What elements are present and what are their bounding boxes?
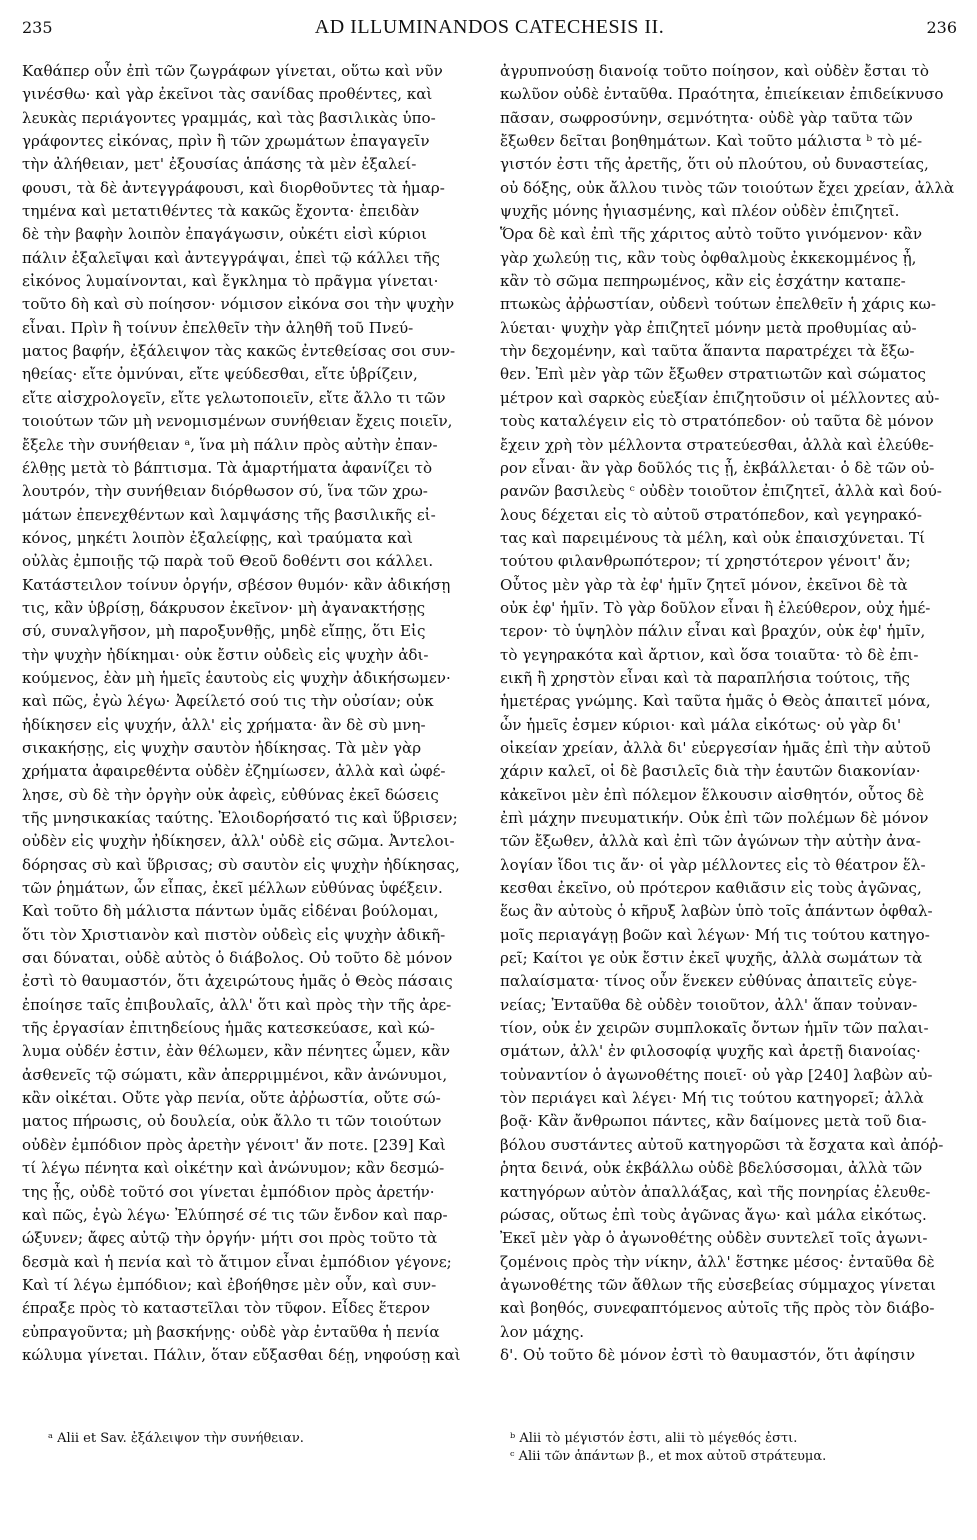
- text-line: εἶναι. Πρὶν ἢ τοίνυν ἐπελθεῖν τὴν ἀληθῆ τοῦ Πνεύ-: [22, 318, 414, 337]
- text-line: ἠδίκησεν εἰς ψυχήν, ἀλλ' εἰς χρήματα· ἂν δὲ σὺ μνη-: [22, 715, 426, 734]
- text-line: οὐδὲν ἐμπόδιον πρὸς ἀρετὴν γένοιτ' ἄν ποτε. [239] Καὶ: [22, 1135, 446, 1154]
- text-line: πτωκὼς ἀῤῥωστίαν, οὐδενὶ τούτων ἐπελθεῖν ἡ χάρις κω-: [500, 295, 936, 314]
- text-line: πάλιν ἐξαλεῖψαι καὶ ἀντεγγράψαι, ἐπεὶ τῷ κάλλει τῆς: [22, 248, 440, 267]
- text-line: τερον· τὸ ὑψηλὸν πάλιν εἶναι καὶ βραχύν, οὐκ ἐφ' ἡμῖν,: [500, 622, 926, 641]
- text-line: λυμα οὐδέν ἐστιν, ἐὰν θέλωμεν, κἂν πένητες ὦμεν, κἂν: [22, 1042, 451, 1061]
- text-line: ἀγρυπνούσῃ διανοίᾳ τοῦτο ποίησον, καὶ οὐδὲν ἔσται τὸ: [500, 62, 929, 80]
- footnotes-right: [510, 1430, 826, 1466]
- text-line: εὐπραγοῦντα; μὴ βασκήνῃς· οὐδὲ γὰρ ἐνταῦθα ἡ πενία: [22, 1322, 440, 1341]
- text-line: γράφοντες εἰκόνας, πρὶν ἢ τῶν χρωμάτων ἐπαγαγεῖν: [22, 132, 430, 151]
- text-line: καὶ πῶς, ἐγὼ λέγω· Ἐλύπησέ σέ τις τῶν ἔνδον καὶ παρ-: [22, 1205, 448, 1224]
- text-line: κωλῦον οὐδὲ ἐνταῦθα. Πραότητα, ἐπιείκειαν ἐπιδείκνυσο: [500, 85, 944, 104]
- text-line: Καὶ τί λέγω ἐμπόδιον; καὶ ἐβοήθησε μὲν οὖν, καὶ συν-: [22, 1275, 437, 1294]
- text-line: ἕως ἂν αὐτοὺς ὁ κῆρυξ λαβὼν ὑπὸ τοῖς ἁπάντων ὀφθαλ-: [500, 902, 933, 921]
- text-line: ἡμετέρας γνώμης. Καὶ ταῦτα ἡμᾶς ὁ Θεὸς ἀπαιτεῖ μόνα,: [500, 692, 931, 711]
- text-line: ἀσθενεῖς τῷ σώματι, κἂν ἀπερριμμένοι, κἂν ἀνώνυμοι,: [22, 1065, 448, 1084]
- text-line: οὐ δόξης, οὐκ ἄλλου τινὸς τῶν τοιούτων ἔχει χρείαν, ἀλλὰ: [500, 178, 955, 197]
- text-line: σαι δύναται, οὐδὲ αὐτὸς ὁ διάβολος. Οὐ τοῦτο δὲ μόνον: [22, 949, 453, 968]
- text-line: γινέσθω· καὶ γὰρ ἐκεῖνοι τὰς σανίδας προθέντες, καὶ: [22, 85, 433, 104]
- text-line: Κατάστειλον τοίνυν ὀργήν, σβέσον θυμόν· κἂν ἀδικήσῃ: [22, 575, 451, 594]
- text-line: ἔχειν χρὴ τὸν μέλλοντα στρατεύεσθαι, ἀλλὰ καὶ ἐλεύθε-: [500, 435, 934, 454]
- text-line: έπραξε πρὸς τὸ καταστεῖλαι τὸν τῦφον. Εἶδες ἕτερον: [22, 1299, 431, 1318]
- text-line: κἂν τὸ σῶμα πεπηρωμένος, κἂν εἰς ἐσχάτην καταπε-: [500, 272, 906, 291]
- text-line: λουτρόν, τὴν συνήθειαν διόρθωσον σύ, ἵνα τῶν χρω-: [22, 482, 428, 501]
- text-line: οὐκ ἐφ' ἡμῖν. Τὸ γὰρ δοῦλον εἶναι ἢ ἐλεύθερον, οὐχ ἡμέ-: [500, 598, 931, 617]
- text-line: τῆς μνησικακίας ταύτης. Ἐλοιδορήσατό τις καὶ ὕβρισεν;: [22, 809, 458, 827]
- text-line: εικῆ ἢ χρηστὸν εἶναι καὶ τὰ παραπλήσια τούτοις, τῆς: [500, 668, 910, 687]
- text-line: κούμενος, ἐὰν μὴ ἡμεῖς ἑαυτοὺς εἰς ψυχὴν ἀδικήσωμεν·: [22, 668, 451, 687]
- text-line: τις, κἂν ὑβρίσῃ, δάκρυσον ἐκεῖνον· μὴ ἀγανακτήσῃς: [22, 598, 426, 617]
- page-number-right: 236: [926, 18, 957, 37]
- text-line: λησε, σὺ δὲ τὴν ὀργὴν οὐκ ἀφεὶς, εὐθύνας ἐκεῖ δώσεις: [22, 785, 439, 804]
- text-line: χρήματα ἀφαιρεθέντα οὐδὲν ἐζημίωσεν, ἀλλὰ καὶ ὠφέ-: [22, 762, 446, 781]
- text-line: τὸν περιάγει καὶ λέγει· Μή τις τούτου κατηγορεῖ; ἀλλὰ: [500, 1089, 924, 1108]
- footnotes-left: [48, 1430, 304, 1448]
- text-line: της ᾖς, οὐδὲ τοῦτό σοι γίνεται ἐμπόδιον πρὸς ἀρετήν·: [22, 1182, 435, 1201]
- text-line: τί λέγω πένητα καὶ οἰκέτην καὶ ἀνώνυμον; κἂν δεσμώ-: [22, 1159, 445, 1178]
- text-line: μοῖς περιαγάγῃ βοῶν καὶ λέγων· Μή τις τούτου κατηγο-: [500, 925, 930, 944]
- text-line: ἐποίησε ταῖς ἐπιβουλαῖς, ἀλλ' ὅτι καὶ πρὸς τὴν τῆς ἀρε-: [22, 995, 452, 1014]
- right-text-column: [500, 60, 958, 1367]
- running-header: [22, 14, 957, 44]
- text-line: ὧν ἡμεῖς ἐσμεν κύριοι· καὶ μάλα εἰκότως· οὐ γὰρ δι': [500, 715, 902, 734]
- text-line: τοῦτο δὴ καὶ σὺ ποίησον· νόμισον εἰκόνα σοι τὴν ψυχὴν: [22, 295, 455, 314]
- text-line: κατηγόρων αὐτὸν ἀπαλλάξας, καὶ τῆς πονηρίας ἐλευθε-: [500, 1182, 931, 1201]
- text-line: δεσμὰ καὶ ἡ πενία καὶ τὸ ἄτιμον εἶναι ἐμπόδιον γέγονε;: [22, 1252, 452, 1271]
- text-line: οὐδὲν εἰς ψυχὴν ἠδίκησεν, ἀλλ' οὐδὲ εἰς σῶμα. Ἀντελοι-: [22, 832, 455, 851]
- text-line: εἴτε αἰσχρολογεῖν, εἴτε γελωτοποιεῖν, εἴτε ἄλλο τι τῶν: [22, 388, 446, 407]
- text-line: ἀγωνοθέτης τῶν ἄθλων τῆς εὐσεβείας σύμμαχος γίνεται: [500, 1275, 936, 1294]
- text-line: Ὅρα δὲ καὶ ἐπὶ τῆς χάριτος αὐτὸ τοῦτο γινόμενον· κἂν: [500, 225, 923, 244]
- text-line: ἐπὶ μάχην πνευματικήν. Οὐκ ἐπὶ τῶν πολέμων δὲ μόνον: [500, 809, 929, 827]
- text-line: κόνος, μηκέτι λοιπὸν ἐξαλείφῃς, καὶ τραύματα καὶ: [22, 528, 413, 547]
- text-line: λύεται· ψυχὴν γὰρ ἐπιζητεῖ μόνην μετὰ προθυμίας αὐ-: [500, 318, 917, 337]
- text-line: τῶν ἔξωθεν, ἀλλὰ καὶ ἐπὶ τῶν ἀγώνων τὴν αὐτὴν ἀνα-: [500, 832, 921, 851]
- text-line: θεν. Ἐπὶ μὲν γὰρ τῶν ἔξωθεν στρατιωτῶν καὶ σώματος: [500, 365, 926, 384]
- page-number-left: 235: [22, 18, 53, 37]
- text-line: ζομένοις πρὸς τὴν νίκην, ἀλλ' ἕστηκε μέσος· ἐνταῦθα δὲ: [500, 1252, 935, 1271]
- text-line: εἰκόνος λυμαίνονται, καὶ ἔγκλημα τὸ πρᾶγμα γίνεται·: [22, 272, 439, 291]
- text-line: λους δέχεται εἰς τὸ αὐτοῦ στρατόπεδον, καὶ γεγηρακό-: [500, 505, 922, 524]
- footnote: ᵃ Alii et Sav. ἐξάλειψον τὴν συνήθειαν.: [48, 1431, 304, 1446]
- text-line: μάτων ἐπενεχθέντων καὶ λαμψάσης τῆς βασιλικῆς εἰ-: [22, 505, 436, 524]
- text-line: κώλυμα γίνεται. Πάλιν, ὅταν εὔξασθαι δέῃ, νηφούσῃ καὶ: [22, 1345, 461, 1364]
- footnote: ᵇ Alii τὸ μέγιστόν ἐστι, alii τὸ μέγεθός ἐστι.: [510, 1431, 798, 1446]
- text-line: κἂν οἰκέται. Οὔτε γὰρ πενία, οὔτε ἀῤῥωστία, οὔτε σώ-: [22, 1089, 441, 1108]
- text-line: λευκὰς περιάγοντες γραμμάς, καὶ τὰς βασιλικὰς ὑπο-: [22, 108, 436, 127]
- text-line: ρεῖ; Καίτοι γε οὐκ ἔστιν ἐκεῖ ψυχῆς, ἀλλὰ σωμάτων τὰ: [500, 949, 923, 968]
- text-line: τας καὶ παρειμένους τὰ μέλη, καὶ οὐκ ἐπαισχύνεται. Τί: [500, 528, 925, 547]
- text-line: τοὐναντίον ὁ ἀγωνοθέτης ποιεῖ· οὐ γὰρ [240] λαβὼν αὐ-: [500, 1065, 933, 1084]
- text-line: ἔξελε τὴν συνήθειαν ᵃ, ἵνα μὴ πάλιν πρὸς αὐτὴν ἐπαν-: [22, 435, 438, 454]
- text-line: Ἐκεῖ μὲν γὰρ ὁ ἀγωνοθέτης οὐδὲν συντελεῖ τοῖς ἀγωνι-: [500, 1229, 928, 1248]
- text-line: νείας; Ἐνταῦθα δὲ οὐδὲν τοιοῦτον, ἀλλ' ἅπαν τοὐναν-: [500, 995, 918, 1014]
- text-line: χάριν καλεῖ, οἱ δὲ βασιλεῖς διὰ τὴν ἑαυτῶν διακονίαν·: [500, 762, 921, 781]
- text-line: καὶ πῶς, ἐγὼ λέγω· Ἀφείλετό σού τις τὴν οὐσίαν; οὐκ: [22, 692, 434, 711]
- text-line: βοᾷ· Κἂν ἄνθρωποι πάντες, κἂν δαίμονες μετὰ τοῦ δια-: [500, 1112, 927, 1131]
- text-line: ματος πήρωσις, οὐ δουλεία, οὐκ ἄλλο τι τῶν τοιούτων: [22, 1112, 442, 1131]
- text-line: ὅτι τὸν Χριστιανὸν καὶ πιστὸν οὐδεὶς εἰς ψυχὴν ἀδικῆ-: [22, 925, 446, 944]
- text-line: οἰκείαν χρείαν, ἀλλὰ δι' εὐεργεσίαν ἡμᾶς ἐπὶ τὴν αὐτοῦ: [500, 738, 931, 757]
- text-line: Οὗτος μὲν γὰρ τὰ ἐφ' ἡμῖν ζητεῖ μόνον, ἐκεῖνοι δὲ τὰ: [500, 575, 908, 594]
- text-line: παλαίσματα· τίνος οὖν ἕνεκεν εὐθύνας ἀπαιτεῖς εὐγε-: [500, 972, 917, 991]
- text-line: έλθῃς μετὰ τὸ βάπτισμα. Τὰ ἁμαρτήματα ἀφανίζει τὸ: [22, 458, 433, 477]
- text-line: γιστόν ἐστι τῆς ἀρετῆς, ὅτι οὐ πλούτου, οὐ δυναστείας,: [500, 155, 929, 174]
- text-line: τὴν ἀλήθειαν, μετ' ἐξουσίας ἁπάσης τὰ μὲν ἐξαλεί-: [22, 155, 417, 174]
- text-line: καὶ βοηθός, συνεφαπτόμενος αὐτοῖς τῆς πρὸς τὸν διάβο-: [500, 1299, 935, 1318]
- text-line: κεσθαι ἐκεῖνο, οὐ πρότερον καθιᾶσιν εἰς τοὺς ἀγῶνας,: [500, 879, 922, 898]
- footnote: ᶜ Alii τῶν ἁπάντων β., et mox αὐτοῦ στράτευμα.: [510, 1449, 827, 1464]
- text-line: λογίαν ἴδοι τις ἄν· οἱ γὰρ μέλλοντες εἰς τὸ θέατρον ἕλ-: [500, 855, 926, 874]
- text-line: Καὶ τοῦτο δὴ μάλιστα πάντων ὑμᾶς εἰδέναι βούλομαι,: [22, 902, 439, 921]
- text-line: κἀκεῖνοι μὲν ἐπὶ πόλεμον ἕλκουσιν αἰσθητόν, οὗτος δὲ: [500, 785, 925, 804]
- text-line: τούτου φιλανθρωπότερον; τί χρηστότερον γένοιτ' ἄν;: [500, 552, 911, 571]
- text-line: τῶν ῥημάτων, ὧν εἶπας, ἐκεῖ μέλλων εὐθύνας ὑφέξειν.: [22, 879, 443, 898]
- text-line: τῆς ἐργασίαν ἐπιτηδείους ἡμᾶς κατεσκεύασε, καὶ κώ-: [22, 1019, 435, 1038]
- text-line: ρανῶν βασιλεὺς ᶜ οὐδὲν τοιοῦτον ἐπιζητεῖ, ἀλλὰ καὶ δού-: [500, 482, 942, 501]
- text-line: τὴν ψυχὴν ἠδίκημαι· οὐκ ἔστιν οὐδεὶς εἰς ψυχὴν ἀδι-: [22, 645, 429, 664]
- text-line: τημένα καὶ μετατιθέντες τὰ κακῶς ἔχοντα· ἐπειδὰν: [22, 202, 420, 221]
- text-line: μέτρον καὶ σαρκὸς εὐεξίαν ἐπιζητοῦσιν οἱ μέλλοντες αὐ-: [500, 388, 940, 407]
- text-line: πᾶσαν, σωφροσύνην, σεμνότητα· οὐδὲ γὰρ ταῦτα τῶν: [500, 108, 913, 127]
- text-line: ψυχῆς μόνης ἡγιασμένης, καὶ πλέον οὐδὲν ἐπιζητεῖ.: [500, 202, 900, 221]
- text-line: τοὺς καταλέγειν εἰς τὸ στρατόπεδον· οὐ ταῦτα δὲ μόνον: [500, 412, 934, 431]
- left-text-column: [22, 60, 480, 1367]
- text-line: τὸ γεγηρακότα καὶ ἄρτιον, καὶ ὅσα τοιαῦτα· τὸ δὲ ἐπι-: [500, 645, 919, 664]
- text-line: λον μάχης.: [500, 1322, 585, 1341]
- text-line: ματος βαφήν, ἐξάλειψον τὰς κακῶς ἐντεθείσας σοι συν-: [22, 342, 456, 361]
- text-line: δὲ τὴν βαφὴν λοιπὸν ἐπαγάγωσιν, οὐκέτι εἰσὶ κύριοι: [22, 225, 427, 244]
- text-line: ῥητα δεινά, οὐκ ἐκβάλλω οὐδὲ βδελύσσομαι, ἀλλὰ τῶν: [500, 1159, 923, 1178]
- text-line: φουσι, τὰ δὲ ἀντεγγράφουσι, καὶ διορθοῦντες τὰ ἡμαρ-: [22, 178, 445, 197]
- text-line: δ'. Οὐ τοῦτο δὲ μόνον ἐστὶ τὸ θαυμαστόν, ὅτι ἀφίησιν: [500, 1345, 916, 1364]
- running-title: AD ILLUMINANDOS CATECHESIS II.: [314, 16, 665, 38]
- text-line: σικακήσῃς, εἰς ψυχὴν σαυτὸν ἠδίκησας. Τὰ μὲν γὰρ: [22, 738, 422, 757]
- text-line: βόλου συστάντες αὐτοῦ κατηγορῶσι τὰ ἔσχατα καὶ ἀπόῤ-: [500, 1135, 944, 1154]
- text-line: σύ, συναλγῆσον, μὴ παροξυνθῇς, μηδὲ εἴπῃς, ὅτι Εἰς: [22, 622, 426, 641]
- text-line: ηθείας· εἴτε ὀμνύναι, εἴτε ψεύδεσθαι, εἴτε ὑβρίζειν,: [22, 365, 418, 384]
- text-line: τίον, οὐκ ἐν χειρῶν συμπλοκαῖς ὄντων ἡμῖν τῶν παλαι-: [500, 1019, 929, 1038]
- text-line: Καθάπερ οὖν ἐπὶ τῶν ζωγράφων γίνεται, οὕτω καὶ νῦν: [22, 62, 443, 80]
- text-line: ρώσας, οὕτως ἐπὶ τοὺς ἀγῶνας ἄγω· καὶ μάλα εἰκότως.: [500, 1205, 927, 1224]
- text-line: σμάτων, ἀλλ' ἐν φιλοσοφίᾳ ψυχῆς καὶ ἀρετῇ διανοίας·: [500, 1042, 921, 1061]
- text-line: ἔξωθεν δεῖται βοηθημάτων. Καὶ τοῦτο μάλιστα ᵇ τὸ μέ-: [500, 132, 923, 151]
- text-line: τοιούτων τῶν μὴ νενομισμένων συνήθειαν ἔχεις ποιεῖν,: [22, 412, 453, 431]
- text-line: ώξυνεν; ἄφες αὐτῷ τὴν ὀργήν· μήτι σοι πρὸς τοῦτο τὰ: [22, 1229, 438, 1248]
- text-line: ρον εἶναι· ἂν γὰρ δοῦλός τις ᾖ, ἐκβάλλεται· ὁ δὲ τῶν οὐ-: [500, 458, 935, 477]
- text-line: γὰρ χωλεύῃ τις, κἂν τοὺς ὀφθαλμοὺς ἐκκεκομμένος ᾖ,: [500, 248, 917, 267]
- text-line: τὴν δεχομένην, καὶ ταῦτα ἅπαντα παρατρέχει τὰ ἔξω-: [500, 342, 915, 361]
- text-line: δόρησας σὺ καὶ ὕβρισας; σὺ σαυτὸν εἰς ψυχὴν ἠδίκησας,: [22, 855, 460, 874]
- text-line: ἐστὶ τὸ θαυμαστόν, ὅτι ἀχειρώτους ἡμᾶς ὁ Θεὸς πάσαις: [22, 972, 453, 991]
- text-line: οὐλὰς ἐμποιῇς τῷ παρὰ τοῦ Θεοῦ δοθέντι σοι κάλλει.: [22, 552, 434, 571]
